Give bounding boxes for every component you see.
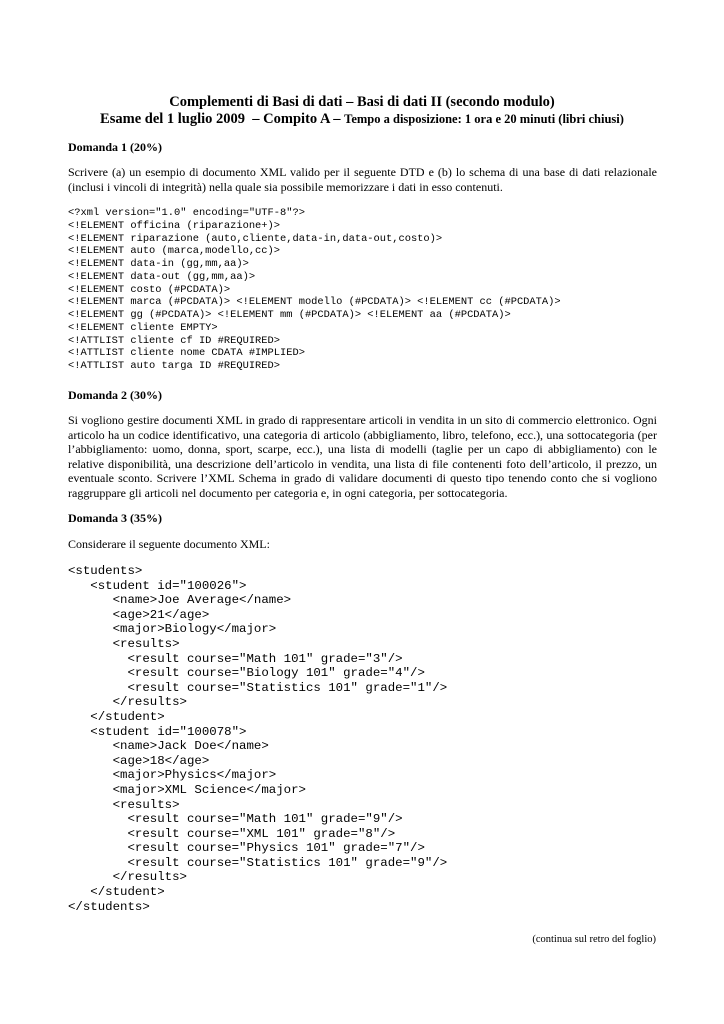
question-1-heading: Domanda 1 (20%) bbox=[68, 140, 163, 154]
question-3-text: Considerare il seguente documento XML: bbox=[68, 537, 270, 551]
exam-date: Esame del 1 luglio 2009 – Compito A – bbox=[100, 111, 345, 127]
dtd-code-block: <?xml version="1.0" encoding="UTF-8"?> <!ELEMENT officina (riparazione+)> <!ELEMENT riparazione (auto,cliente,data-in,data-out,costo)> <!ELEMENT auto (marca,modello,cc)> <!ELEMENT data-in (gg,mm,aa)> <!ELEMENT data-out (gg,mm,aa)> <!ELEMENT costo (#PCDATA)> <!ELEMENT marca (#PCDATA)> <!ELEMENT modello (#PCDATA)> <!ELEMENT cc (#PCDATA)> <!ELEMENT gg (#PCDATA)> <!ELEMENT mm (#PCDATA)> <!ELEMENT aa (#PCDATA)> <!ELEMENT cliente EMPTY> <!ATTLIST cliente cf ID #REQUIRED> <!ATTLIST cliente nome CDATA #IMPLIED> <!ATTLIST auto targa ID #REQUIRED> bbox=[68, 207, 561, 372]
question-1-text: Scrivere (a) un esempio di documento XML valido per il seguente DTD e (b) lo schema di una base di dati relazionale (inclusi i vincoli di integrità) nella quale sia possibile memorizzare i dati in esso contenuti. bbox=[68, 165, 657, 194]
exam-time-limit: Tempo a disposizione: 1 ora e 20 minuti (libri chiusi) bbox=[344, 112, 624, 126]
question-2-text: Si vogliono gestire documenti XML in grado di rappresentare articoli in vendita in un sito di commercio elettronico. Ogni articolo ha un codice identificativo, una categoria di articolo (abbigliamento, libro, telefono, ecc.), una sottocategoria (per l’abbigliamento: uomo, donna, sport, scarpe, ecc.), una lista di modelli (taglie per un capo di abbigliamento) con le relative disponibilità, una descrizione dell’articolo in vendita, una lista di file contenenti foto dell’articolo, il prezzo, un eventuale sconto. Scrivere l’XML Schema in grado di validare documenti di questo tipo tenendo conto che si vogliono raggruppare gli articoli nel documento per categoria e, in ogni categoria, per sottocategoria. bbox=[68, 413, 657, 500]
question-3-heading: Domanda 3 (35%) bbox=[68, 511, 163, 525]
xml-code-block: <students> <student id="100026"> <name>Joe Average</name> <age>21</age> <major>Biology</major> <results> <result course="Math 101" grade="3"/> <result course="Biology 101" grade="4"/> <result course="Statistics 101" grade="1"/> </results> </student> <student id="100078"> <name>Jack Doe</name> <age>18</age> <major>Physics</major> <major>XML Science</major> <results> <result course="Math 101" grade="9"/> <result course="XML 101" grade="8"/> <result course="Physics 101" grade="7"/> <result course="Statistics 101" grade="9"/> </results> </student> </students> bbox=[68, 564, 448, 914]
continue-note: (continua sul retro del foglio) bbox=[532, 934, 656, 945]
question-2-heading: Domanda 2 (30%) bbox=[68, 388, 163, 402]
exam-subtitle bbox=[0, 110, 724, 128]
exam-title: Complementi di Basi di dati – Basi di dati II (secondo modulo) bbox=[169, 94, 555, 110]
